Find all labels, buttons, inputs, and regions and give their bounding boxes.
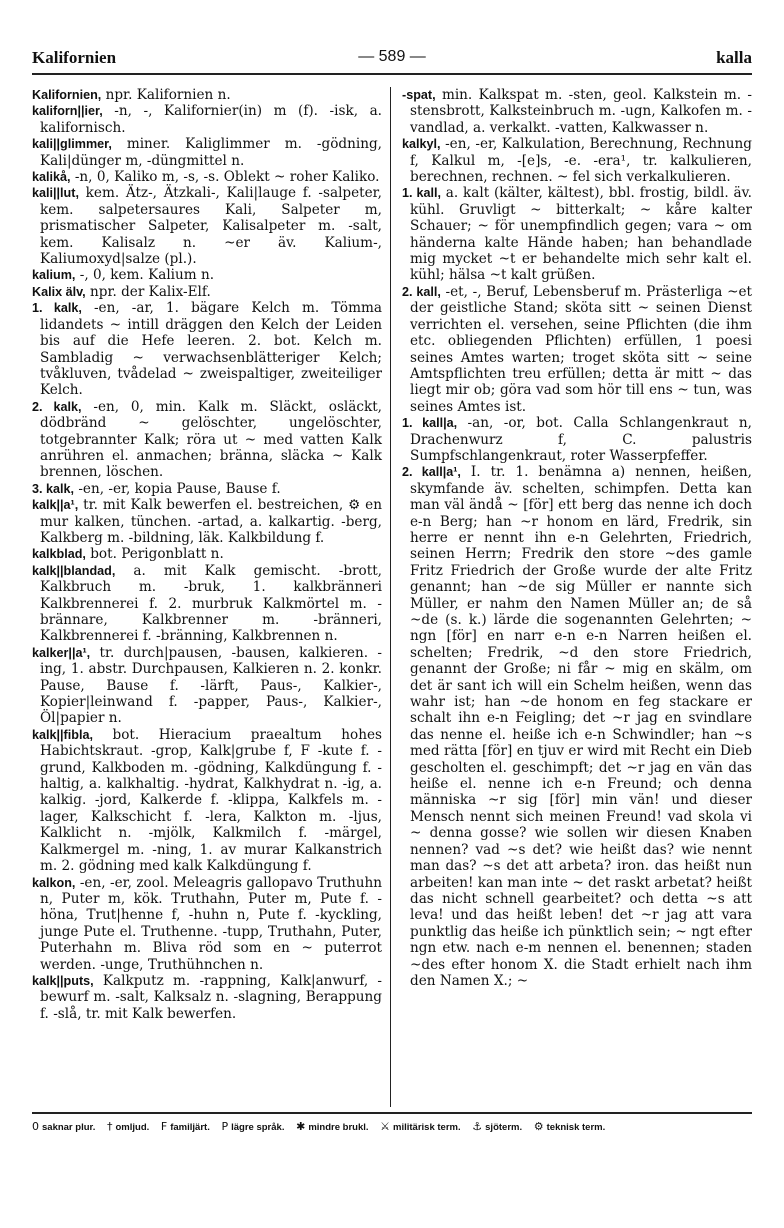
entry-kaliko: kalikå, -n, 0, Kaliko m, -s, -s. Oblekt ~ roher Kaliko. <box>32 169 380 186</box>
headword: -spat, <box>402 88 436 102</box>
right-column <box>402 87 752 989</box>
gear-icon: ⚙ <box>533 1120 544 1133</box>
entry-kalifornien: Kalifornien, npr. Kalifornien n. <box>32 87 231 103</box>
headword: kalk||puts, <box>32 973 94 988</box>
legend-military: ⚔ militärisk term. <box>380 1120 461 1133</box>
headword: 2. kalk, <box>32 399 82 414</box>
entry-kalilut: kali||lut, kem. Ätz-, Ätzkali-, Kali|lauge f. -salpeter, kem. salpetersaures Kali, Salpeter m, prismatischer Salpeter, Kalisalpeter m. -salt, kem. Kalisalz n. ~er äv. Kalium-, Kaliumoxyd|salze (pl.). <box>32 185 382 268</box>
legend-rare: ✱ mindre brukl. <box>296 1120 369 1133</box>
headword: 1. kalk, <box>32 301 82 316</box>
entry-kaliglimmer: kali||glimmer, miner. Kaliglimmer m. -gödning, Kali|dünger m, -düngmittel n. <box>32 136 382 169</box>
abbreviation-legend <box>32 1120 752 1133</box>
entry-kalla-1: 1. kall|a, -an, -or, bot. Calla Schlangenkraut n, Drachenwurz f, C. palustris Sumpfschlangenkraut, roter Wasserpfeffer. <box>402 415 752 464</box>
legend-low-register: P lägre språk. <box>221 1120 285 1133</box>
entry-kalk-3: 3. kalk, -en, -er, kopia Pause, Bause f. <box>32 480 281 497</box>
entry-kalk-1: 1. kalk, -en, -ar, 1. bägare Kelch m. Tömma lidandets ~ intill dräggen den Kelch der Leiden bis auf die Hefe leeren. 2. bot. Kelch m. Sambladig ~ verwachsenblätteriger Kelch; tvåkluven, tvådelad ~ zweispaltiger, zweiteiliger Kelch. <box>32 300 382 399</box>
entry-kalkon: kalkon, -en, -er, zool. Meleagris gallopavo Truthuhn n, Puter m, kök. Truthahn, Puter m, Pute f. -höna, Trut|henne f, -huhn n, Pute f. -kyckling, junge Pute el. Truthenne. -tupp, Truthahn, Puter, Puterhahn m. Bliva röd som en ~ puterrot werden. -unge, Truthühnchen n. <box>32 874 382 973</box>
entry-kalkblandad: kalk||blandad, a. mit Kalk gemischt. -brott, Kalkbruch m. -bruk, 1. kalkbränneri Kalkbrennerei f. 2. murbruk Kalkmörtel m. -brännare, Kalkbrenner m. -bränneri, Kalkbrennerei f. -bränning, Kalkbrennen n. <box>32 562 382 645</box>
header-rule <box>32 73 752 75</box>
headword: kalkon, <box>32 875 76 890</box>
headword: 2. kall|a¹, <box>402 465 461 480</box>
left-column <box>32 87 382 1022</box>
legend-nautical: ⚓ sjöterm. <box>472 1120 523 1133</box>
entry-kalka: kalk||a¹, tr. mit Kalk bewerfen el. bestreichen, ⚙ en mur kalken, tünchen. -artad, a. kalkartig. -berg, Kalkberg m. -bildning, läk. Kalkbildung f. <box>32 497 382 546</box>
entry-kalkfibla: kalk||fibla, bot. Hieracium praealtum hohes Habichtskraut. -grop, Kalk|grube f, F -kute f. -grund, Kalkboden m. -gödning, Kalkdüngung f. -haltig, a. kalkhaltig. -hydrat, Kalkhydrat n. -ig, a. kalkig. -jord, Kalkerde f. -klippa, Kalkfels m. -lager, Kalkschicht f. -lera, Kalkton m. -ljus, Kalklicht n. -mjölk, Kalkmilch f. -märgel, Kalkmergel m. -ning, 1. av murar Kalkanstrich m. 2. gödning med kalk Kalkdüngung f. <box>32 726 382 875</box>
headword: 1. kall|a, <box>402 416 458 431</box>
headword: kalk||fibla, <box>32 727 93 742</box>
headword: 1. kall, <box>402 186 441 201</box>
entry-kall-1: 1. kall, a. kalt (kälter, kältest), bbl. frostig, bildl. äv. kühl. Gruvligt ~ bitterkalt; ~ kåre kalter Schauer; ~ för unempfindlich gegen; vara ~ om händerna kalte Hände haben; han behandlade mig mycket ~t er behandelte mich sehr kalt el. kühl; hälsa ~t kalt grüßen. <box>402 185 752 284</box>
entry-kalkyl: kalkyl, -en, -er, Kalkulation, Berechnung, Rechnung f, Kalkul m, -[e]s, -e. -era¹, tr. kalkulieren, berechnen, rechnen. ~ fel sich verkalkulieren. <box>402 136 752 186</box>
crossed-swords-icon: ⚔ <box>380 1120 391 1133</box>
entry-kalifornier: kaliforn||ier, -n, -, Kalifornier(in) m (f). -isk, a. kalifornisch. <box>32 103 382 136</box>
entry-kalkblad: kalkblad, bot. Perigonblatt n. <box>32 546 224 563</box>
headword: 2. kall, <box>402 284 441 299</box>
entry-kalla-2: 2. kall|a¹, I. tr. 1. benämna a) nennen, heißen, skymfande äv. schelten, schimpfen. Detta kan man väl ändå ~ [för] ett berg das nenne ich doch e-n Berg; han ~r honom en lärd, Fredrik, sin herre er nennt ihn e-n Gelehrten, Friedrich, seinen Herrn; Fredrik den store ~des gamle Fritz Friedrich der Große wurde der alte Fritz genannt; han ~de sig Müller er nannte sich Müller, er nahm den Namen Müller an; de så ~de (s. k.) lärde die sogenannten Gelehrten; ~ ngn [för] en narr e-n e-n Narren heißen el. schelten; Fredrik, ~d den store Friedrich, genannt der Große; ni får ~ mig en skälm, om det är sant ich will ein Schelm heißen, wenn das wahr ist; han ~de honom en feg stackare er schalt ihn e-n Feigling; det ~r jag en svindlare das nenne el. heiße ich e-n Schwindler; han ~s med rätta [för] en tjuv er wird mit Recht ein Dieb gescholten el. geschimpft; det ~r jag en vän das heiße el. nenne ich e-n Freund; och denna människa ~r sig [för] min vän! und dieser Mensch nennt sich meinen Freund! vad skola vi ~ denna gosse? wie sollen wir diesen Knaben nennen? vad ~s det? wie heißt das? wie nennt man das? ~s det att arbeta? iron. das heißt nun arbeiten! kan man inte ~ det raskt arbetat? heißt das nicht schnell gearbeitet? och detta ~s att leva! und das heißt leben! det ~r jag att vara punktlig das heiße ich pünktlich sein; ~ ngt efter ngn etw. nach e-m nennen el. benennen; staden ~des efter honom X. die Stadt erhielt nach ihm den Namen X.; ~ <box>402 464 752 989</box>
entry-kalix-alv: Kalix älv, npr. der Kalix-Elf. <box>32 283 211 300</box>
legend-no-plural: 0 saknar plur. <box>32 1120 96 1133</box>
legend-umlaut: † omljud. <box>106 1120 150 1133</box>
asterisk-icon: ✱ <box>296 1120 306 1133</box>
dictionary-page <box>32 40 752 1133</box>
headword: Kalix älv, <box>32 284 86 299</box>
page-number: — 589 — <box>358 48 426 65</box>
headword: kalk||blandad, <box>32 563 116 578</box>
entry-kall-2: 2. kall, -et, -, Beruf, Lebensberuf m. Prästerliga ~et der geistliche Stand; sköta sitt ~ seinen Dienst verrichten el. versehen, seine Pflichten (die ihm etc. obliegenden Pflichten) erfüllen, 1 poesi seines Amtes warten; troget sköta sitt ~ seine Amtspflichten treu erfüllen; detta är mitt ~ das liegt mir ob; göra vad som hör till ens ~ tun, was seines Amtes ist. <box>402 283 752 415</box>
two-column-body <box>32 87 752 1147</box>
headword: kali||glimmer, <box>32 137 112 152</box>
letter-f-icon: F <box>160 1120 168 1133</box>
entry-kalk-2: 2. kalk, -en, 0, min. Kalk m. Släckt, osläckt, dödbränd ~ gelöschter, ungelöschter, totgebrannter Kalk; röra ut ~ med vatten Kalk anrühren el. anmachen; bränna, släcka ~ Kalk brennen, löschen. <box>32 398 383 481</box>
headword: 3. kalk, <box>32 481 75 496</box>
headword: Kalifornien, <box>32 88 102 102</box>
entry-kalkera: kalker||a¹, tr. durch|pausen, -bausen, kalkieren. -ing, 1. abstr. Durchpausen, Kalkieren n. 2. konkr. Pause, Bause f. -lärft, Paus-, Kalkier-, Kopier|leinwand f. -papper, Paus-, Kalkier-, Öl|papier n. <box>32 644 382 727</box>
running-head-first-word: Kalifornien <box>32 48 117 67</box>
running-head <box>32 40 752 70</box>
zero-icon: 0 <box>32 1120 39 1133</box>
running-head-last-word: kalla <box>716 48 752 67</box>
headword: kaliforn||ier, <box>32 104 103 119</box>
headword: kalikå, <box>32 170 71 185</box>
footer-rule <box>32 1112 752 1114</box>
headword: kalium, <box>32 268 76 283</box>
legend-technical: ⚙ teknisk term. <box>533 1120 606 1133</box>
anchor-icon: ⚓ <box>472 1120 483 1133</box>
headword: kali||lut, <box>32 186 79 201</box>
headword: kalkyl, <box>402 137 441 152</box>
headword: kalkblad, <box>32 547 86 562</box>
entry-kalkspat: -spat, min. Kalkspat m. -sten, geol. Kalkstein m. -stensbrott, Kalksteinbruch m. -ugn, Kalkofen m. -vandlad, a. verkalkt. -vatten, Kalkwasser n. <box>402 87 752 136</box>
entry-kalium: kalium, -, 0, kem. Kalium n. <box>32 267 215 284</box>
headword: kalker||a¹, <box>32 645 91 660</box>
letter-p-icon: P <box>221 1120 229 1133</box>
entry-kalkputs: kalk||puts, Kalkputz m. -rappning, Kalk|anwurf, -bewurf m. -salt, Kalksalz n. -slagning, Berappung f. -slå, tr. mit Kalk bewerfen. <box>32 972 382 1022</box>
dagger-icon: † <box>106 1120 113 1133</box>
legend-familiar: F familjärt. <box>160 1120 210 1133</box>
headword: kalk||a¹, <box>32 498 79 513</box>
column-divider <box>390 87 391 1107</box>
